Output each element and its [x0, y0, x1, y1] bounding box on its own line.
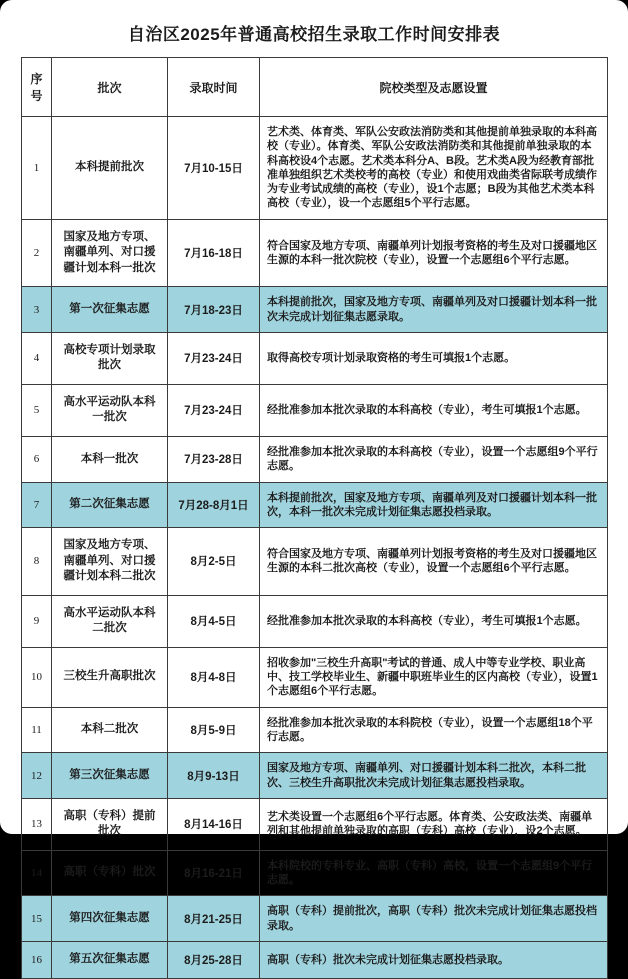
row-batch: 高校专项计划录取批次: [52, 332, 168, 384]
row-batch: 本科二批次: [52, 707, 168, 753]
row-description: 艺术类、体育类、军队公安政法消防类和其他提前单独录取的本科高校（专业）。体育类、军队公安政法消防类和其他提前单独录取的本科高校设4个志愿。艺术类本科分A、B段。艺术类A段为经教育部批准单独组织艺术类校考的高校（专业）和使用戏曲类省际联考成绩作为专业考试成绩的高校（专业），设1个志愿；B段为其他艺术类本科高校（专业），设一个志愿组5个平行志愿。: [260, 117, 608, 220]
row-admit-time: 8月16-21日: [168, 850, 260, 896]
row-admit-time: 8月21-25日: [168, 896, 260, 942]
row-seq-no: 12: [22, 753, 52, 799]
row-batch: 国家及地方专项、南疆单列、对口援疆计划本科二批次: [52, 528, 168, 596]
table-row: [22, 117, 608, 220]
row-batch: 第四次征集志愿: [52, 896, 168, 942]
row-seq-no: 16: [22, 942, 52, 979]
table-row: [22, 332, 608, 384]
row-seq-no: 2: [22, 219, 52, 287]
row-batch: 第三次征集志愿: [52, 753, 168, 799]
row-description: 本科提前批次，国家及地方专项、南疆单列及对口援疆计划本科一批次，本科一批次未完成计划征集志愿投档录取。: [260, 482, 608, 528]
row-description: 符合国家及地方专项、南疆单列计划报考资格的考生及对口援疆地区生源的本科一批次院校（专业），设置一个志愿组6个平行志愿。: [260, 219, 608, 287]
row-description: 国家及地方专项、南疆单列、对口援疆计划本科二批次，本科二批次、三校生升高职批次未完成计划征集志愿投档录取。: [260, 753, 608, 799]
row-batch: 高职（专科）批次: [52, 850, 168, 896]
table-row: [22, 850, 608, 896]
row-seq-no: 7: [22, 482, 52, 528]
row-batch: 高水平运动队本科一批次: [52, 384, 168, 436]
row-batch: 第一次征集志愿: [52, 287, 168, 333]
row-seq-no: 3: [22, 287, 52, 333]
row-seq-no: 13: [22, 798, 52, 850]
row-batch: 第五次征集志愿: [52, 942, 168, 979]
schedule-table: [21, 57, 608, 979]
table-row: [22, 753, 608, 799]
row-description: 本科院校的专科专业、高职（专科）高校，设置一个志愿组9个平行志愿。: [260, 850, 608, 896]
row-admit-time: 7月16-18日: [168, 219, 260, 287]
row-seq-no: 1: [22, 117, 52, 220]
row-seq-no: 11: [22, 707, 52, 753]
table-row: [22, 436, 608, 482]
row-description: 符合国家及地方专项、南疆单列计划报考资格的考生及对口援疆地区生源的本科二批次高校（专业），设置一个志愿组6个平行志愿。: [260, 528, 608, 596]
row-batch: 国家及地方专项、南疆单列、对口援疆计划本科一批次: [52, 219, 168, 287]
row-batch: 第二次征集志愿: [52, 482, 168, 528]
row-seq-no: 8: [22, 528, 52, 596]
row-admit-time: 8月5-9日: [168, 707, 260, 753]
table-body: [22, 117, 608, 979]
header-seq-no: 序号: [22, 58, 52, 117]
row-admit-time: 7月18-23日: [168, 287, 260, 333]
row-batch: 本科一批次: [52, 436, 168, 482]
row-admit-time: 8月14-16日: [168, 798, 260, 850]
row-admit-time: 8月4-8日: [168, 647, 260, 707]
row-admit-time: 8月9-13日: [168, 753, 260, 799]
row-admit-time: 7月23-24日: [168, 332, 260, 384]
header-row: [22, 58, 608, 117]
table-row: [22, 384, 608, 436]
header-admit-time: 录取时间: [168, 58, 260, 117]
row-admit-time: 7月23-24日: [168, 384, 260, 436]
row-batch: 三校生升高职批次: [52, 647, 168, 707]
table-row: [22, 287, 608, 333]
table-row: [22, 482, 608, 528]
row-admit-time: 8月2-5日: [168, 528, 260, 596]
row-description: 经批准参加本批次录取的本科高校（专业），考生可填报1个志愿。: [260, 384, 608, 436]
page-title: 自治区2025年普通高校招生录取工作时间安排表: [127, 25, 501, 44]
row-batch: 高水平运动队本科二批次: [52, 595, 168, 647]
row-description: 本科提前批次，国家及地方专项、南疆单列及对口援疆计划本科一批次未完成计划征集志愿录取。: [260, 287, 608, 333]
row-seq-no: 15: [22, 896, 52, 942]
row-seq-no: 6: [22, 436, 52, 482]
table-row: [22, 896, 608, 942]
header-type-and-preference: 院校类型及志愿设置: [260, 58, 608, 117]
row-description: 高职（专科）批次未完成计划征集志愿投档录取。: [260, 942, 608, 979]
row-batch: 本科提前批次: [52, 117, 168, 220]
table-row: [22, 219, 608, 287]
row-seq-no: 14: [22, 850, 52, 896]
table-row: [22, 528, 608, 596]
row-description: 高职（专科）提前批次，高职（专科）批次未完成计划征集志愿投档录取。: [260, 896, 608, 942]
table-row: [22, 647, 608, 707]
row-seq-no: 9: [22, 595, 52, 647]
row-description: 取得高校专项计划录取资格的考生可填报1个志愿。: [260, 332, 608, 384]
row-description: 经批准参加本批次录取的本科高校（专业），设置一个志愿组9个平行志愿。: [260, 436, 608, 482]
table-row: [22, 942, 608, 979]
row-seq-no: 10: [22, 647, 52, 707]
row-admit-time: 8月25-28日: [168, 942, 260, 979]
row-description: 经批准参加本批次录取的本科院校（专业），设置一个志愿组18个平行志愿。: [260, 707, 608, 753]
row-description: 艺术类设置一个志愿组6个平行志愿。体育类、公安政法类、南疆单列和其他提前单独录取的高职（专科）高校（专业），设2个志愿。: [260, 798, 608, 850]
table-row: [22, 798, 608, 850]
header-batch: 批次: [52, 58, 168, 117]
row-description: 经批准参加本批次录取的本科高校（专业），考生可填报1个志愿。: [260, 595, 608, 647]
table-row: [22, 707, 608, 753]
row-admit-time: 7月28-8月1日: [168, 482, 260, 528]
row-description: 招收参加"三校生升高职"考试的普通、成人中等专业学校、职业高中、技工学校毕业生、新疆中职班毕业生的区内高校（专业），设置1个志愿组6个平行志愿。: [260, 647, 608, 707]
row-seq-no: 5: [22, 384, 52, 436]
row-seq-no: 4: [22, 332, 52, 384]
table-row: [22, 595, 608, 647]
row-batch: 高职（专科）提前批次: [52, 798, 168, 850]
row-admit-time: 8月4-5日: [168, 595, 260, 647]
row-admit-time: 7月10-15日: [168, 117, 260, 220]
row-admit-time: 7月23-28日: [168, 436, 260, 482]
